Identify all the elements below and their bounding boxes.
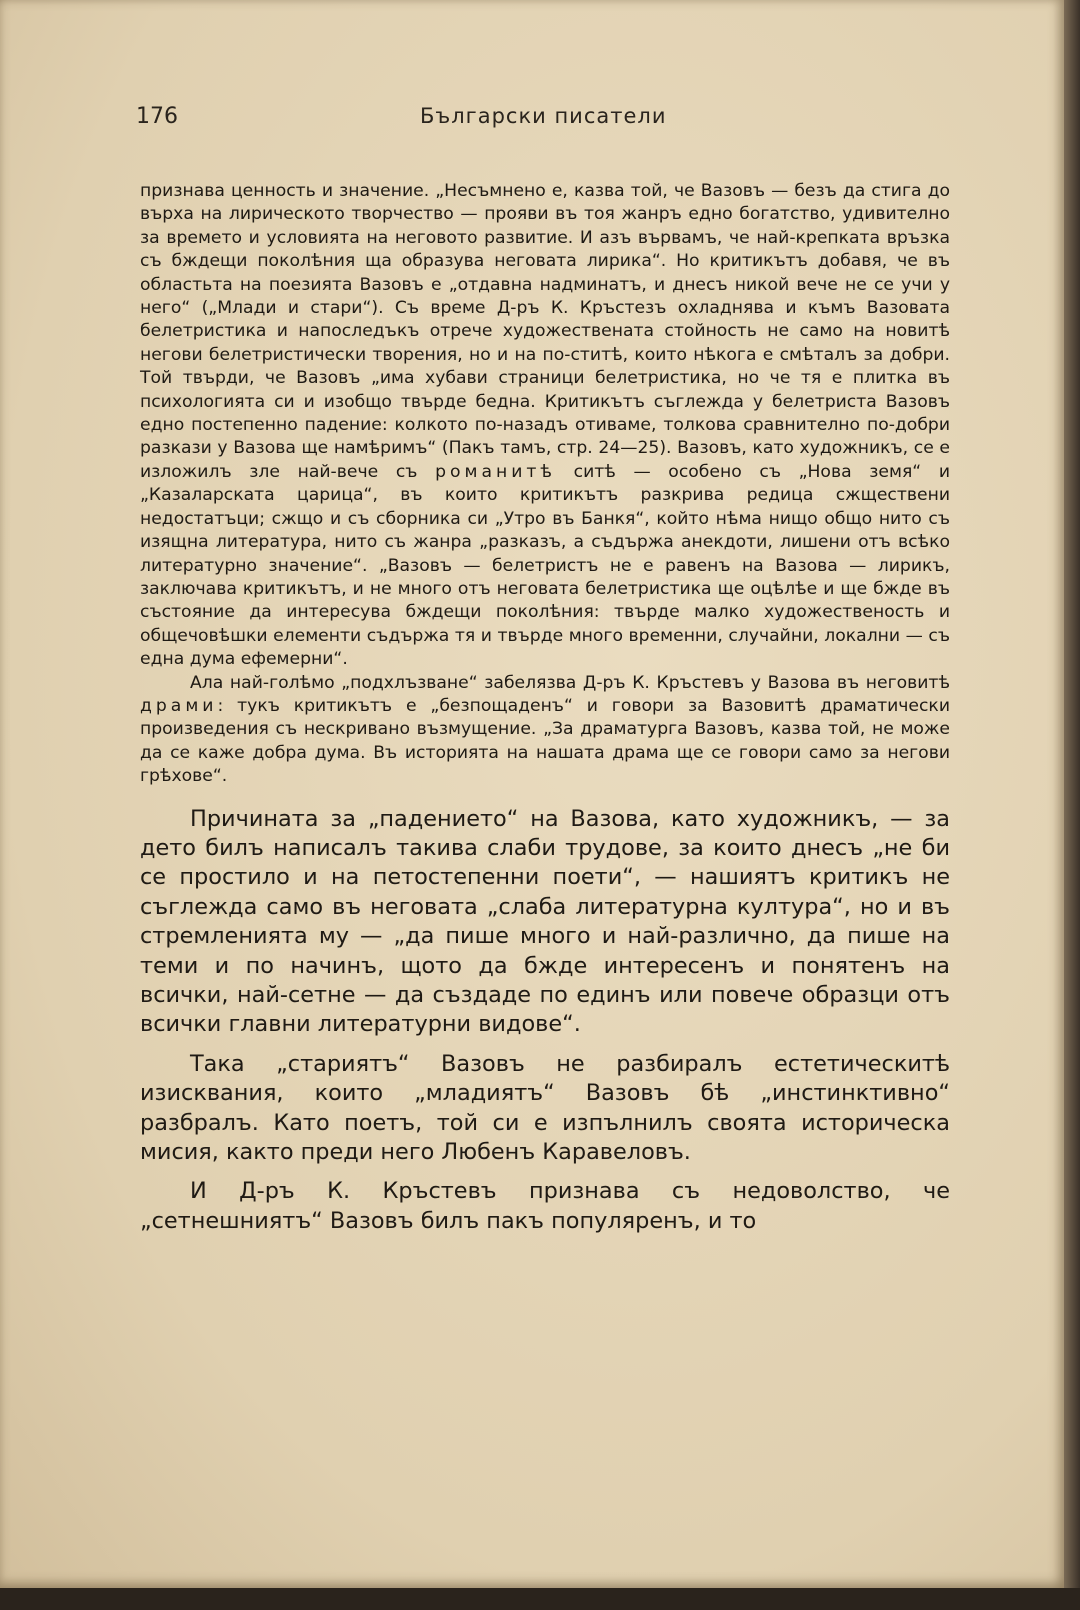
- paragraph-2-text-b: : тукъ критикътъ е „безпощаденъ“ и говори за Вазовитѣ драматически произведения съ нескривано възмущение. „За драматурга Вазовъ, казва той, не може да се каже добра дума. Въ историята на нашата драма ще се говори само за негови грѣхове“.: [140, 695, 950, 787]
- running-title: Български писатели: [420, 104, 667, 128]
- paragraph-1: [140, 180, 950, 672]
- paragraph-3: Причината за „падението“ на Вазова, като художникъ, — за дето билъ написалъ такива слаби трудове, за които днесъ „не би се простило и на петостепенни поети“, — нашиятъ критикъ не съглежда само въ неговата „слаба литературна култура“, но и въ стремленията му — „да пише много и най-различно, да пише на теми и по начинъ, щото да бжде интересенъ и понятенъ на всички, най-сетне — да създаде по единъ или повече образци отъ всички главни литературни видове“.: [140, 805, 950, 1038]
- paragraph-2: [140, 672, 950, 789]
- paragraph-1-text-b: ситѣ — особено съ „Нова земя“ и „Казаларската царица“, въ които критикътъ разкрива редица сжществени недостатъци; сжщо и съ сборника си „Утро въ Банкя“, който нѣма нищо общо нито съ изящна литература, нито съ жанра „разказъ, а съдържа анекдоти, лишени отъ всѣко литературно значение“. „Вазовъ — белетристъ не е равенъ на Вазова — лирикъ, заключава критикътъ, и не много отъ неговата белетристика ще оцѣлѣе и ще бжде въ състояние да интересува бждещи поколѣния: твърде малко художественость и общечовѣшки елементи съдържа тя и твърде много временни, случайни, локални — съ една дума ефемерни“.: [140, 461, 951, 670]
- page-header: [136, 104, 962, 140]
- body-text: [140, 180, 950, 1236]
- paragraph-5: И Д-ръ К. Кръстевъ признава съ недоволство, че „сетнешниятъ“ Вазовъ билъ пакъ популяренъ, и то: [140, 1178, 950, 1234]
- book-edge-bottom: [0, 1588, 1080, 1610]
- paragraph-1-text-a: признава ценность и значение. „Несъмнено е, казва той, че Вазовъ — безъ да стига до върха на лирическото творчество — прояви въ тоя жанръ едно богатство, удивително за времето и условията на неговото развитие. И азъ вървамъ, че най-крепката връзка съ бждещи поколѣния ща образува неговата лирика“. Но критикътъ добавя, че въ областьта на поезията Вазовъ е „отдавна надминатъ, и днесъ никой вече не се учи у него“ („Млади и стари“). Съ време Д-ръ К. Кръстезъ охладнява и къмъ Вазовата белетристика и напоследъкъ отрече художествената стойность не само на новитѣ негови белетристически творения, но и на по-ститѣ, които нѣкога е смѣталъ за добри. Той твърди, че Вазовъ „има хубави страници белетристика, но че тя е плитка въ психологията си и изобщо твърде бедна. Критикътъ съглежда у белетриста Вазовъ едно постепенно падение: колкото по-назадъ отиваме, толкова сравнително по-добри разкази у Вазова ще намѣримъ“ (Пакъ тамъ, стр. 24—25). Вазовъ, като художникъ, се е изложилъ зле най-вече съ: [140, 181, 950, 482]
- page-number: 176: [136, 104, 178, 129]
- paragraph-4: Така „стариятъ“ Вазовъ не разбиралъ естетическитѣ изисквания, които „младиятъ“ Вазовъ бѣ „инстинктивно“ разбралъ. Като поетъ, той си е изпълнилъ своята историческа мисия, както преди него Любенъ Каравеловъ.: [140, 1050, 950, 1166]
- emphasis-dramas: драми: [140, 695, 218, 716]
- book-edge-right: [1064, 0, 1080, 1610]
- emphasis-novels: романитѣ: [435, 461, 556, 482]
- paragraph-2-text-a: Ала най-голѣмо „подхлъзване“ забелязва Д-ръ К. Кръстевъ у Вазова въ неговитѣ: [190, 672, 950, 693]
